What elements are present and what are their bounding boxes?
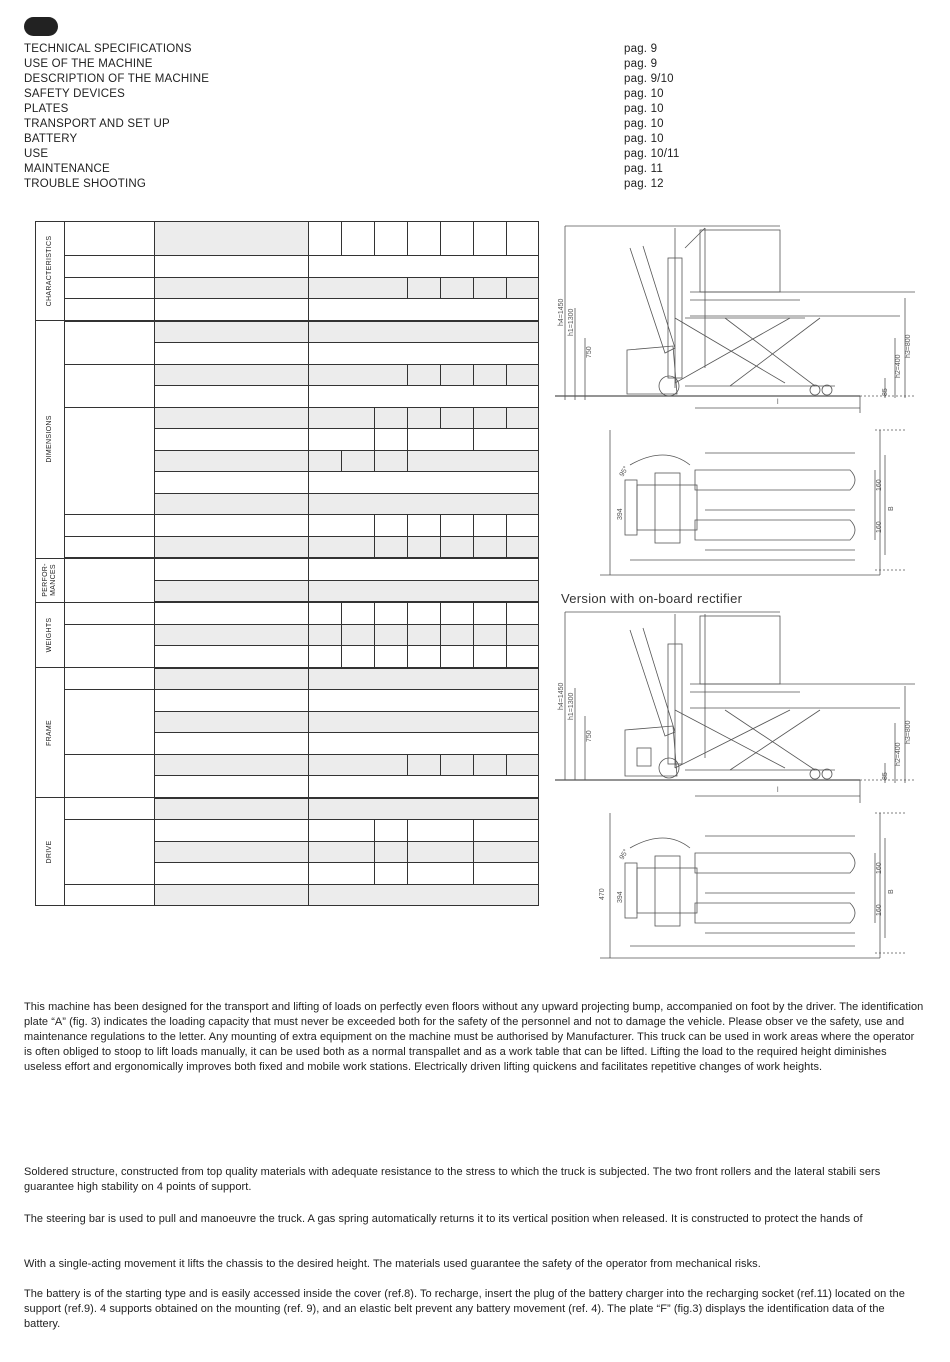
section-label: CHARACTERISTICS	[46, 235, 53, 307]
table-row	[36, 690, 539, 712]
specifications-table	[35, 221, 539, 906]
table-row	[36, 536, 539, 558]
toc-page: pag. 9	[624, 58, 658, 70]
section-label-cell	[36, 798, 65, 906]
section-label	[42, 563, 58, 597]
table-row	[36, 256, 539, 278]
table-row	[36, 754, 539, 776]
section-label-cell	[36, 558, 65, 602]
dim-160-bottom: 160	[876, 904, 883, 916]
dim-394: 394	[617, 891, 624, 903]
dim-h2: h2=400	[895, 354, 902, 378]
frame-paragraph: Soldered structure, constructed from top quality materials with adequate resistance to the stress to which the truck is subjected. The two front rollers and the lateral stabili sers guarantee high stability on 4 points of support.	[24, 1166, 881, 1193]
dim-angle: 95°	[618, 848, 631, 861]
table-row	[36, 277, 539, 299]
toc-item	[24, 72, 684, 87]
toc-item	[24, 42, 684, 57]
dim-750: 750	[586, 730, 593, 742]
dim-l: l	[777, 399, 779, 406]
table-row	[36, 299, 539, 321]
section-label: DRIVE	[46, 840, 53, 863]
section-label: DIMENSIONS	[46, 415, 53, 463]
dim-h3: h3=800	[905, 334, 912, 358]
toc-title: USE OF THE MACHINE	[24, 58, 153, 70]
dim-160-top: 160	[876, 862, 883, 874]
toc-item	[24, 117, 684, 132]
table-row	[36, 668, 539, 690]
table-row	[36, 798, 539, 820]
section-label-line: PERFOR-	[42, 563, 49, 597]
table-row	[36, 820, 539, 842]
toc-title: BATTERY	[24, 133, 78, 145]
drawing-caption: Version with on-board rectifier	[561, 591, 743, 606]
section-label-cell	[36, 668, 65, 798]
dim-b: B	[888, 889, 895, 894]
side-view-rectifier-drawing	[555, 608, 915, 808]
toc-page: pag. 10	[624, 88, 664, 100]
toc-page: pag. 10	[624, 103, 664, 115]
table-row	[36, 515, 539, 537]
toc-title: MAINTENANCE	[24, 163, 110, 175]
dim-750: 750	[586, 346, 593, 358]
toc-title: SAFETY DEVICES	[24, 88, 126, 100]
dim-l: l	[777, 787, 779, 794]
toc-title: TRANSPORT AND SET UP	[24, 118, 170, 130]
use-of-machine-paragraph: This machine has been designed for the transport and lifting of loads on perfectly even floors without any upward projecting bump, accompanied on foot by the driver. The identification plate “A” (fig. 3) indicates the loading capacity that must never be exceeded both for the safety of the personnel and not to damage the vehicle. Please obser ve the safety, use and maintenance regulations to the letter. Any mounting of extra equipment on the machine must be authorised by Manufacturer. This truck can be used in work areas where the operator is often obliged to stoop to lift loads manually, it can be used both as a normal transpallet and as a work table that can be lifted. Lifting the load to the required height diminishes useless effort and ergonomically improves both fixed and mobile work stations. Electrically driven lifting quickens and facilitates repetitive changes of work heights.	[24, 1001, 924, 1073]
toc-item	[24, 132, 684, 147]
toc-title: PLATES	[24, 103, 69, 115]
toc-item	[24, 162, 684, 177]
dim-160-bottom: 160	[876, 521, 883, 533]
dim-angle: 95°	[618, 465, 631, 478]
section-label-line: MANCES	[50, 564, 57, 596]
section-label-cell	[36, 602, 65, 668]
dim-160-top: 160	[876, 479, 883, 491]
toc-title: DESCRIPTION OF THE MACHINE	[24, 73, 210, 85]
dim-h4: h4=1450	[558, 682, 565, 710]
table-row	[36, 624, 539, 646]
dim-h2: h2=400	[895, 742, 902, 766]
toc-item	[24, 177, 684, 192]
toc-page: pag. 9/10	[624, 73, 674, 85]
toc-title: TROUBLE SHOOTING	[24, 178, 147, 190]
dim-h1: h1=1300	[568, 692, 575, 720]
toc-page: pag. 10	[624, 133, 664, 145]
toc-item	[24, 57, 684, 72]
lifting-paragraph: With a single-acting movement it lifts the chassis to the desired height. The materials used guarantee the safety of the operator from mechanical risks.	[24, 1258, 761, 1270]
section-label-cell	[36, 321, 65, 559]
table-row	[36, 884, 539, 906]
toc-page: pag. 11	[624, 163, 663, 175]
toc-page: pag. 10	[624, 118, 664, 130]
dim-470: 470	[599, 888, 606, 900]
table-row	[36, 558, 539, 580]
toc-item	[24, 87, 684, 102]
toc-page: pag. 10/11	[624, 148, 680, 160]
section-number-badge	[24, 17, 58, 36]
table-row	[36, 602, 539, 624]
toc-title: USE	[24, 148, 49, 160]
table-row	[36, 364, 539, 386]
toc-page: pag. 12	[624, 178, 664, 190]
section-label: WEIGHTS	[46, 617, 53, 653]
section-label-cell	[36, 222, 65, 321]
table-row	[36, 407, 539, 429]
toc-title: TECHNICAL SPECIFICATIONS	[24, 43, 192, 55]
dim-b: B	[888, 506, 895, 511]
battery-paragraph: The battery is of the starting type and is easily accessed inside the cover (ref.8). To recharge, insert the plug of the battery charger into the recharging socket (ref.11) located on the support (ref.9). 4 supports obtained on the mounting (ref. 9), and an elastic belt prevent any battery movement (ref. 4). The plate “F” (fig.3) displays the identification data of the battery.	[24, 1288, 905, 1330]
toc-page: pag. 9	[624, 43, 658, 55]
dim-h4: h4=1450	[558, 298, 565, 326]
top-view-rectifier-drawing	[590, 808, 915, 968]
dim-h3: h3=800	[905, 720, 912, 744]
dim-85: 85	[882, 772, 889, 780]
top-view-drawing	[595, 425, 915, 585]
table-row	[36, 222, 539, 256]
side-view-drawing	[555, 218, 915, 413]
dim-h1: h1=1300	[568, 308, 575, 336]
toc-item	[24, 102, 684, 117]
toc-item	[24, 147, 684, 162]
steering-bar-paragraph: The steering bar is used to pull and manoeuvre the truck. A gas spring automatically returns it to its vertical position when released. It is constructed to protect the hands of	[24, 1213, 863, 1225]
table-row	[36, 321, 539, 343]
section-label: FRAME	[46, 719, 53, 746]
table-of-contents	[24, 42, 684, 192]
dim-394: 394	[617, 508, 624, 520]
dim-85: 85	[882, 388, 889, 396]
